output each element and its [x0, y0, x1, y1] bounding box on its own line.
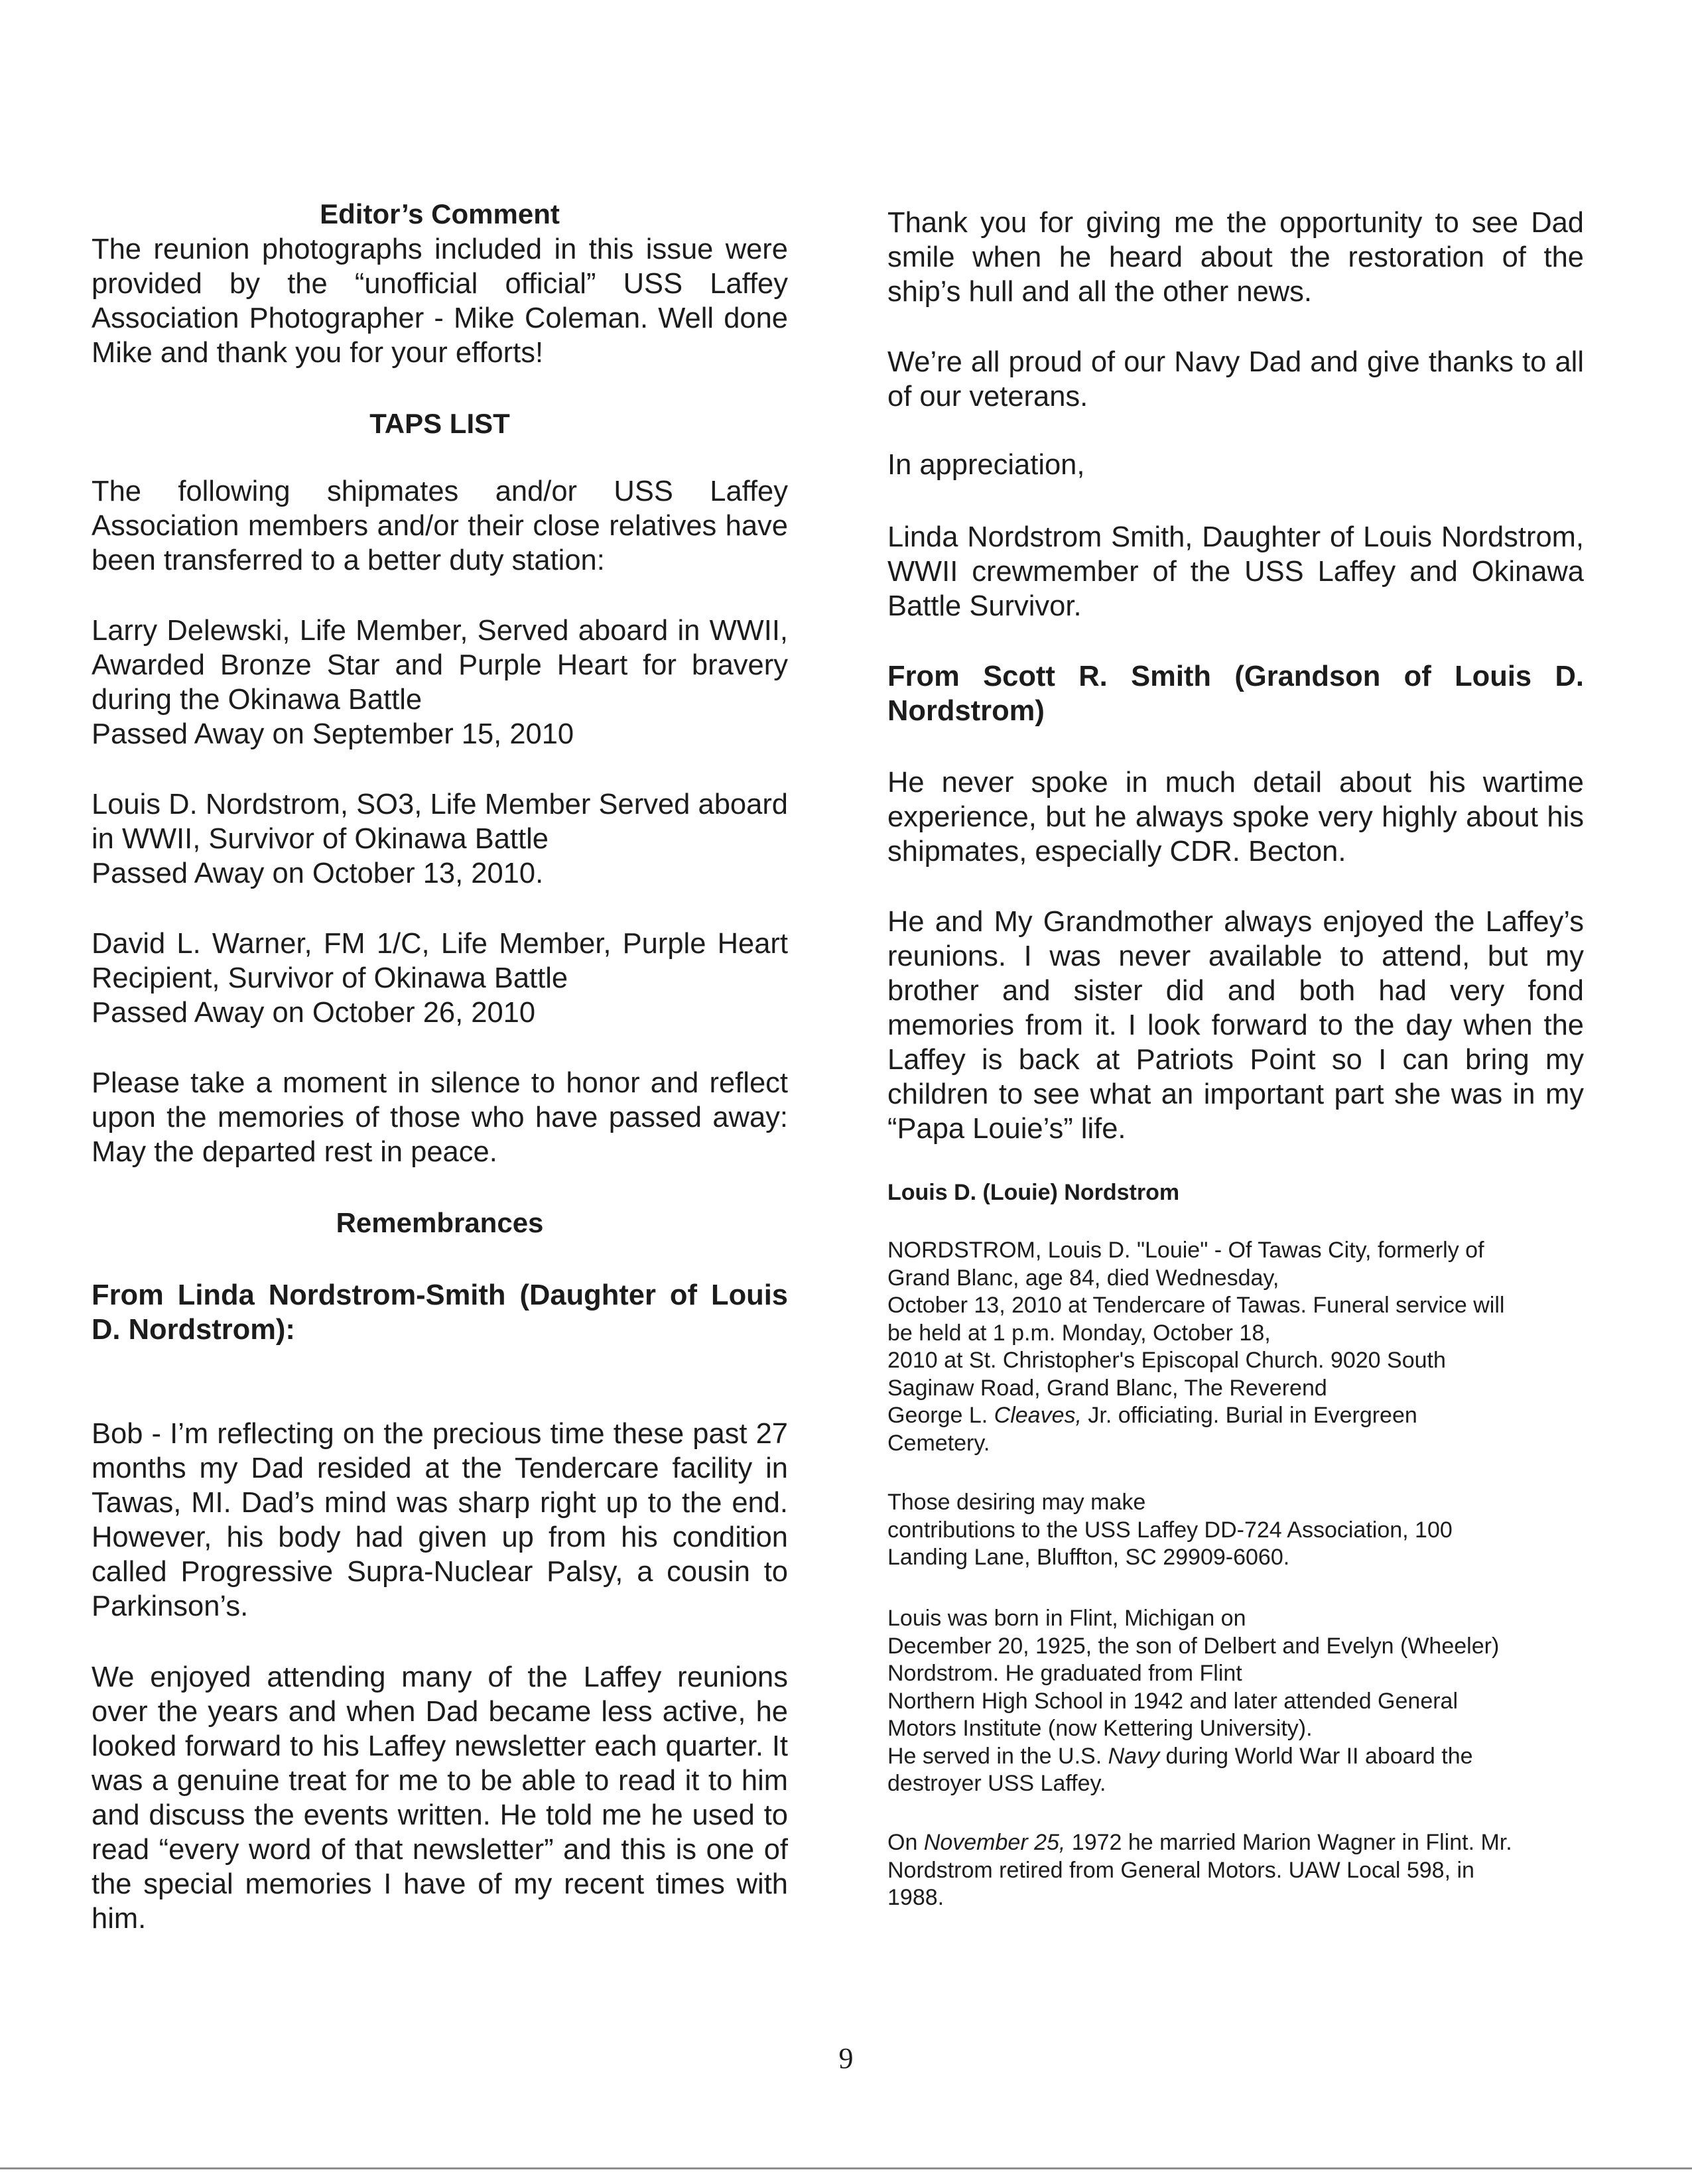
scott-letter-heading: From Scott R. Smith (Grandson of Louis D. Nordstrom) — [887, 661, 1584, 727]
linda-letter-paragraph-2: We enjoyed attending many of the Laffey reunions over the years and when Dad became less active, he looked forward to his Laffey newsletter each quarter. It was a genuine treat for me to be able to read it to him and discuss the events written. He told me he used to read “every word of that newsletter” and this is one of the special memories I have of my recent times with him. — [92, 1661, 788, 1935]
obituary-paragraph-3: Louis was born in Flint, Michigan on December 20, 1925, the son of Delbert and Evelyn (Wheeler) Nordstrom. He graduated from Flint Northern High School in 1942 and later attended General Motors Institute (now Kettering University). He served in the U.S. Navy during World War II aboard the destroyer USS Laffey. — [887, 1606, 1500, 1796]
scott-letter-paragraph-2: He and My Grandmother always enjoyed the Laffey’s reunions. I was never available to attend, but my brother and sister did and both had very fond memories from it. I look forward to the day when the Laffey is back at Patriots Point so I can bring my children to see what an important part she was in my “Papa Louie’s” life. — [887, 906, 1584, 1145]
obituary-paragraph-4: On November 25, 1972 he married Marion Wagner in Flint. Mr. Nordstrom retired from General Motors. UAW Local 598, in 1988. — [887, 1830, 1512, 1910]
taps-entry-warner — [92, 927, 788, 1030]
taps-entry-text: Larry Delewski, Life Member, Served aboard in WWII, Awarded Bronze Star and Purple Heart for bravery during the Okinawa Battle — [92, 615, 788, 716]
remembrances-heading: Remembrances — [336, 1207, 544, 1238]
taps-entry-passed: Passed Away on October 13, 2010. — [92, 858, 544, 889]
linda-letter-paragraph-1: Bob - I’m reflecting on the precious time these past 27 months my Dad resided at the Tendercare facility in Tawas, MI. Dad’s mind was sharp right up to the end. However, his body had given up from his condition called Progressive Supra-Nuclear Palsy, a cousin to Parkinson’s. — [92, 1418, 788, 1622]
taps-entry-delewski — [92, 613, 788, 751]
taps-entry-text: David L. Warner, FM 1/C, Life Member, Purple Heart Recipient, Survivor of Okinawa Battle — [92, 928, 788, 994]
bottom-scan-rule — [0, 2167, 1692, 2169]
obituary-paragraph-1: NORDSTROM, Louis D. "Louie" - Of Tawas City, formerly of Grand Blanc, age 84, died Wednesday, October 13, 2010 at Tendercare of Tawas. Funeral service will be held at 1 p.m. Monday, October 18, 2010 at St. Christopher's Episcopal Church. 9020 South Saginaw Road, Grand Blanc, The Reverend George L. Cleaves, Jr. officiating. Burial in Evergreen Cemetery. — [887, 1238, 1505, 1456]
taps-entry-passed: Passed Away on September 15, 2010 — [92, 718, 574, 750]
letter-signature: Linda Nordstrom Smith, Daughter of Louis Nordstrom, WWII crewmember of the USS Laffey and Okinawa Battle Survivor. — [887, 521, 1584, 622]
taps-entry-nordstrom — [92, 787, 788, 891]
taps-intro: The following shipmates and/or USS Laffey Association members and/or their close relatives have been transferred to a better duty station: — [92, 476, 788, 576]
linda-letter-heading: From Linda Nordstrom-Smith (Daughter of Louis D. Nordstrom): — [92, 1279, 788, 1346]
editors-comment-heading: Editor’s Comment — [320, 198, 560, 229]
letter-closing: In appreciation, — [887, 449, 1085, 481]
editors-comment-text: The reunion photographs included in this issue were provided by the “unofficial official” USS Laffey Association Photographer - Mike Coleman. Well done Mike and thank you for your efforts! — [92, 233, 788, 369]
letter-paragraph-2: We’re all proud of our Navy Dad and give thanks to all of our veterans. — [887, 346, 1584, 413]
obituary-paragraph-2: Those desiring may make contributions to the USS Laffey DD-724 Association, 100 Landing Lane, Bluffton, SC 29909-6060. — [887, 1490, 1453, 1570]
taps-entry-text: Louis D. Nordstrom, SO3, Life Member Served aboard in WWII, Survivor of Okinawa Battle — [92, 789, 788, 855]
taps-closing: Please take a moment in silence to honor and reflect upon the memories of those who have passed away: May the departed rest in peace. — [92, 1067, 788, 1168]
scott-letter-paragraph-1: He never spoke in much detail about his wartime experience, but he always spoke very highly about his shipmates, especially CDR. Becton. — [887, 767, 1584, 867]
obituary-heading: Louis D. (Louie) Nordstrom — [887, 1180, 1180, 1205]
letter-paragraph-1: Thank you for giving me the opportunity to see Dad smile when he heard about the restoration of the ship’s hull and all the other news. — [887, 207, 1584, 308]
taps-list-heading: TAPS LIST — [369, 408, 510, 439]
page-number: 9 — [838, 2042, 854, 2075]
taps-entry-passed: Passed Away on October 26, 2010 — [92, 997, 536, 1029]
